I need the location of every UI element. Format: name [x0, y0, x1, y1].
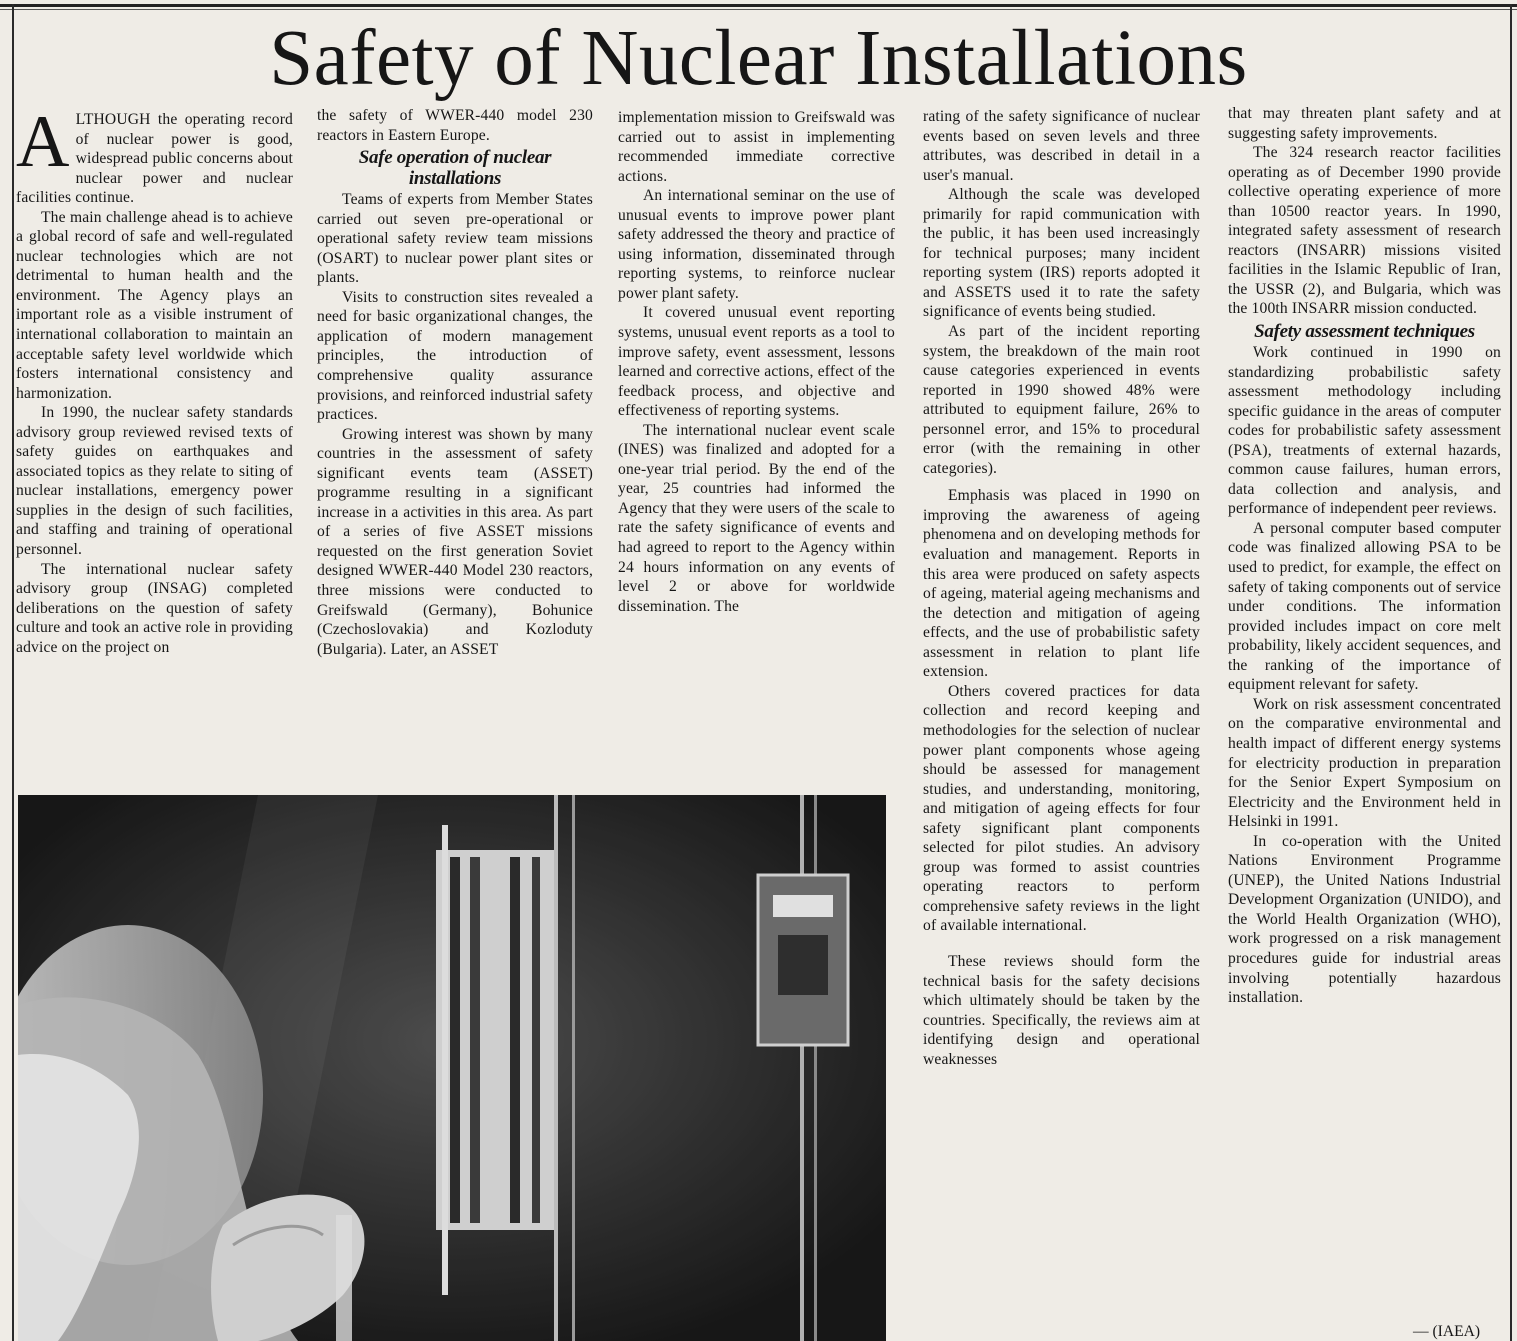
drop-cap: A: [16, 110, 70, 183]
paragraph: rating of the safety significance of nuclear events based on seven levels and three attributes, was described in detail in a user's manual.: [923, 108, 1200, 184]
paragraph: Growing interest was shown by many countries in the assessment of safety significant events team (ASSET) programme resulting in a significant increase in a activities in this area. As part of a series of five ASSET missions requested on the first generation Soviet designed WWER-440 Model 230 reactors, three missions were conducted to Greifswald (Germany), Bohunice (Czechoslovakia) and Kozloduty (Bulgaria). Later, an ASSET: [317, 425, 593, 658]
photo-illustration: [18, 795, 886, 1341]
section-heading-safety-assessment: Safety assessment techniques: [1254, 321, 1475, 343]
paragraph: The main challenge ahead is to achieve a global record of safe and well-regulated nuclear technologies which are not detrimental to human health and the environment. The Agency plays an important role as a visible instrument of international collaboration to maintain an acceptable safety level worldwide which fosters international consistency and harmonization.: [16, 208, 293, 402]
paragraph: Work continued in 1990 on standardizing probabilistic safety assessment methodology including specific guidance in the areas of computer codes for probabilistic safety assessment (PSA), treatments of external hazards, common cause failures, human errors, data collection and analysis, and performance of independent peer reviews.: [1228, 344, 1501, 518]
paragraph: implementation mission to Greifswald was carried out to assist in implementing recommended immediate corrective actions.: [618, 109, 895, 185]
top-border-rule: [0, 4, 1517, 7]
article-column-3: [618, 108, 895, 790]
paragraph: These reviews should form the technical basis for the safety decisions which ultimately should be taken by the countries. Specifically, the reviews aim at identifying design and operational weaknesses: [923, 952, 1200, 1068]
article-headline: Safety of Nuclear Installations: [269, 15, 1248, 102]
paragraph: The international nuclear event scale (INES) was finalized and adopted for a one-year trial period. By the end of the year, 25 countries had informed the Agency that they were users of the scale to rate the safety significance of events and had agreed to report to the Agency within 24 hours information on any events of level 2 or above for worldwide dissemination. The: [618, 421, 895, 615]
paragraph: It covered unusual event reporting systems, unusual event reports as a tool to improve safety, event assessment, lessons learned and corrective actions, effect of the feedback process, and objective and effectiveness of reporting systems.: [618, 304, 895, 420]
article-column-2: [317, 106, 593, 790]
paragraph: Visits to construction sites revealed a need for basic organizational changes, the application of modern management principles, the introduction of comprehensive quality assurance provisions, and reinforced industrial safety practices.: [317, 288, 593, 424]
paragraph: In co-operation with the United Nations Environment Programme (UNEP), the United Nations Industrial Development Organization (UNIDO), and the World Health Organization (WHO), work progressed on a risk management procedures guide for industrial areas involving potentially hazardous installation.: [1228, 832, 1501, 1007]
article-column-1: [16, 110, 293, 790]
paragraph: In 1990, the nuclear safety standards advisory group reviewed revised texts of safety guides on earthquakes and associated topics as they relate to siting of nuclear installations, emergency power supplies in the design of such facilities, and staffing and training of operational personnel.: [16, 404, 293, 559]
paragraph: Others covered practices for data collection and record keeping and methodologies for the selection of nuclear power plant components whose ageing should be assessed for management studies, and understanding, monitoring, and mitigation of ageing effects for four safety significant plant components selected for pilot studies. An advisory group was formed to assist countries operating reactors to perform comprehensive safety reviews in the light of available international.: [923, 682, 1200, 935]
paragraph: Work on risk assessment concentrated on the comparative environmental and health impact of different energy systems for electricity production in preparation for the Senior Expert Symposium on Electricity and the Environment held in Helsinki in 1991.: [1228, 695, 1501, 831]
paragraph: the safety of WWER-440 model 230 reactors in Eastern Europe.: [317, 107, 593, 144]
source-credit: — (IAEA): [1413, 1323, 1481, 1340]
section-heading-safe-operation: Safe operation of nuclear installations: [358, 147, 552, 190]
article-photograph: [18, 795, 886, 1341]
paragraph: Teams of experts from Member States carried out seven pre-operational or operational safety review team missions (OSART) to nuclear power plant sites or plants.: [317, 191, 593, 287]
paragraph: LTHOUGH the operating record of nuclear power is good, widespread public concerns about nuclear power and nuclear facilities continue.: [16, 111, 293, 207]
article-column-5: [1228, 104, 1501, 1341]
paragraph: A personal computer based computer code was finalized allowing PSA to be used to predict, for example, the effect on safety of taking components out of service under conditions. The information provided includes impact on core melt probability, likely accident sequences, and the ranking of the importance of equipment relevant for safety.: [1228, 519, 1501, 694]
article-column-4: [923, 107, 1200, 1341]
paragraph: that may threaten plant safety and at suggesting safety improvements.: [1228, 105, 1501, 142]
paragraph: The 324 research reactor facilities operating as of December 1990 provide collective operating experience of more than 10500 reactor years. In 1990, integrated safety assessment of research reactors (INSARR) missions visited facilities in the Islamic Republic of Iran, the USSR (2), and Bulgaria, which was the 100th INSARR mission conducted.: [1228, 144, 1501, 318]
paragraph: Emphasis was placed in 1990 on improving the awareness of ageing phenomena and on developing methods for evaluation and management. Reports in this area were produced on safety aspects of ageing, material ageing mechanisms and the detection and mitigation of ageing effects, and the use of probabilistic safety assessment in relation to plant life extension.: [923, 487, 1200, 681]
right-border-rule: [1510, 4, 1512, 1341]
paragraph: Although the scale was developed primarily for rapid communication with the public, it has been used increasingly for technical purposes; many incident reporting system (IRS) reports adopted it and ASSETS used it to rate the safety significance of events being studied.: [923, 186, 1200, 321]
paragraph: The international nuclear safety advisory group (INSAG) completed deliberations on the question of safety culture and took an active role in providing advice on the project on: [16, 560, 293, 656]
left-border-rule: [12, 4, 14, 1341]
top-border-rule-thin: [0, 9, 1517, 10]
paragraph: As part of the incident reporting system, the breakdown of the main root cause categories experienced in events reported in 1990 showed 48% were attributed to equipment failure, 26% to personnel error, and 15% to procedural error (with the remaining in other categories).: [923, 323, 1200, 477]
paragraph: An international seminar on the use of unusual events to improve power plant safety addressed the theory and practice of using information, disseminated through reporting systems, to reinforce nuclear power plant safety.: [618, 187, 895, 302]
